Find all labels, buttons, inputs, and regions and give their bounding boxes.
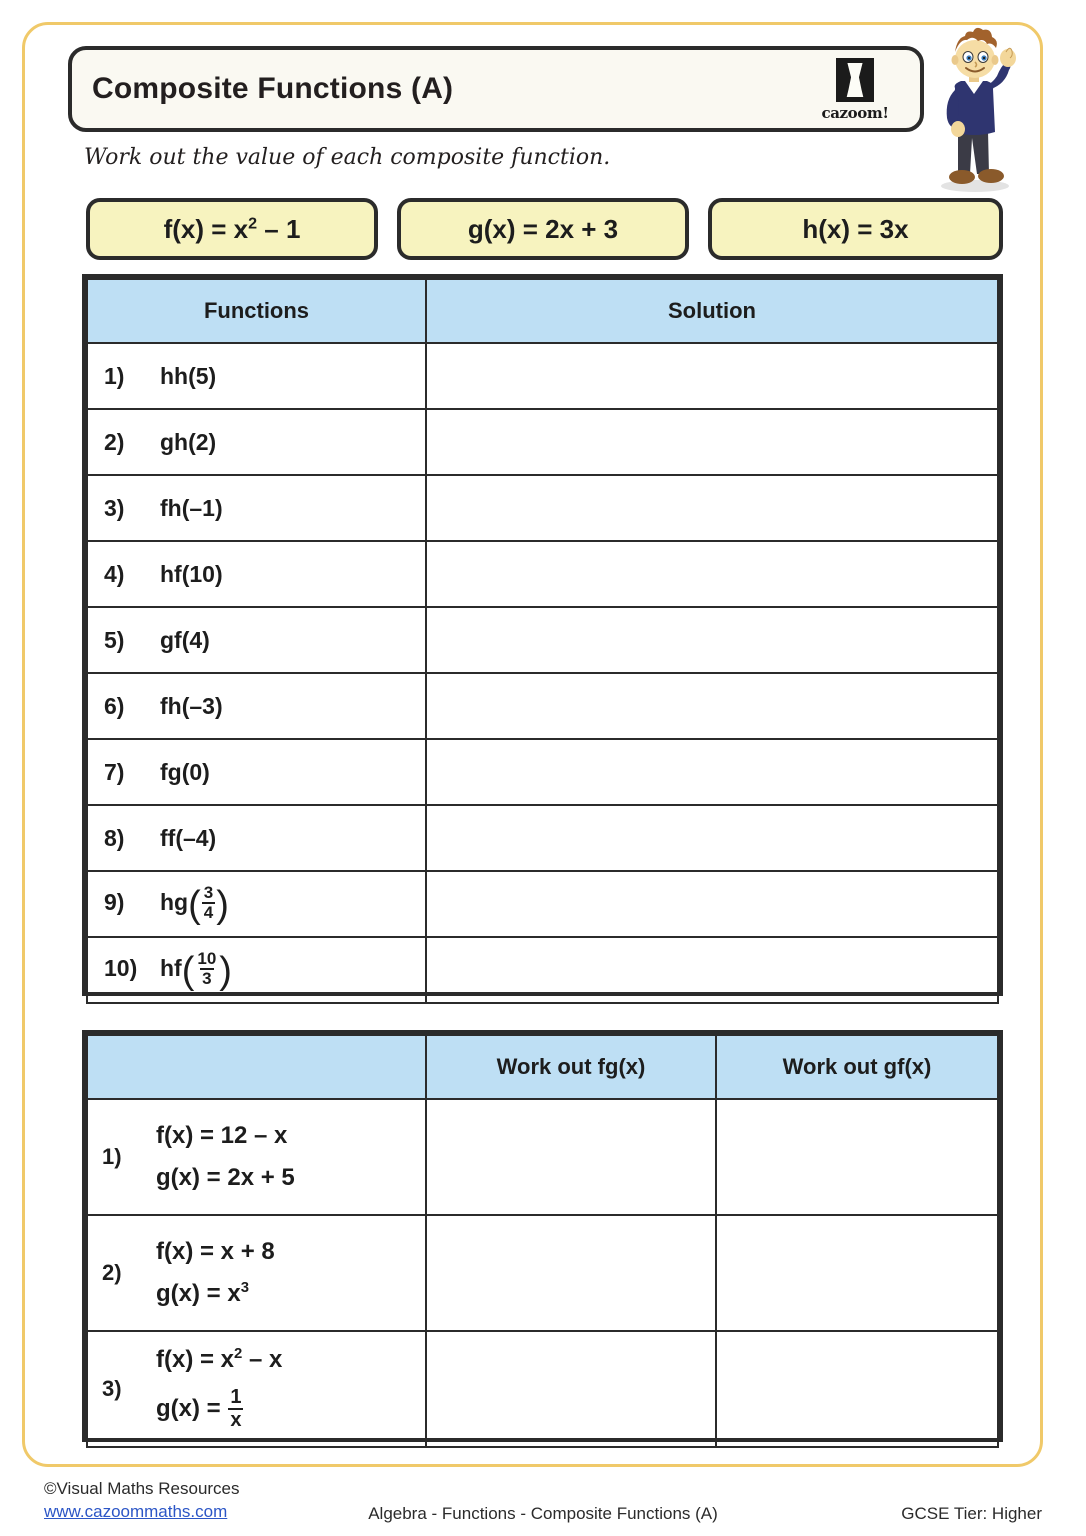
column-header-functions: Functions (87, 279, 426, 343)
question-cell-7 (87, 739, 426, 805)
question-number: 6) (104, 692, 125, 719)
question-cell-2 (87, 409, 426, 475)
function-pair-cell-1 (87, 1099, 426, 1215)
table-row (87, 343, 998, 409)
page-title: Composite Functions (A) (92, 72, 454, 105)
table-row (87, 1215, 998, 1331)
open-paren: ( (181, 950, 195, 992)
table-one-header-row (87, 279, 998, 343)
question-expression: fg(0) (160, 758, 210, 785)
close-paren: ) (219, 950, 232, 992)
answer-cell-6[interactable] (426, 673, 998, 739)
answer-cell-4[interactable] (426, 541, 998, 607)
table-row (87, 871, 998, 937)
pair-number: 3) (102, 1376, 122, 1401)
copyright-text: ©Visual Maths Resources (44, 1479, 240, 1498)
question-cell-10 (87, 937, 426, 1003)
question-cell-6 (87, 673, 426, 739)
table-row (87, 409, 998, 475)
website-link[interactable]: www.cazoommaths.com (44, 1501, 228, 1521)
column-header-solution: Solution (426, 279, 998, 343)
f-definition: f(x) = x + 8 (156, 1238, 275, 1265)
f-definition: $f(x) = x^2 - x$ (156, 1346, 283, 1374)
function-pair-cell-2 (87, 1215, 426, 1331)
g-definition (156, 1388, 282, 1432)
composite-values-table (82, 274, 1003, 996)
question-cell-5 (87, 607, 426, 673)
function-definitions-row (86, 198, 1003, 260)
question-cell-8 (87, 805, 426, 871)
question-cell-1 (87, 343, 426, 409)
page-footer (0, 1478, 1086, 1536)
function-pair-cell-3 (87, 1331, 426, 1447)
table-row (87, 805, 998, 871)
gf-answer-cell-2[interactable] (716, 1215, 998, 1331)
column-header-work-out-gf: Work out gf(x) (716, 1035, 998, 1099)
g-definition: $g(x) = x^3$ (156, 1280, 249, 1307)
close-paren: ) (216, 884, 229, 926)
question-number: 5) (104, 626, 125, 653)
question-number: 10) (104, 955, 138, 982)
answer-cell-2[interactable] (426, 409, 998, 475)
pair-number: 1) (102, 1144, 122, 1169)
table-row (87, 1099, 998, 1215)
instruction-text: Work out the value of each composite function. (84, 145, 611, 170)
fraction-ten-thirds: $\frac{10}{3}$ (197, 949, 217, 988)
question-expression-prefix: hf (160, 955, 182, 982)
table-row (87, 475, 998, 541)
question-expression: fh(–3) (160, 692, 223, 719)
question-expression: gf(4) (160, 626, 210, 653)
answer-cell-8[interactable] (426, 805, 998, 871)
pair-number: 2) (102, 1260, 122, 1285)
answer-cell-1[interactable] (426, 343, 998, 409)
cazoom-logo (812, 58, 898, 128)
cazoom-logo-icon (836, 58, 874, 102)
question-number: 8) (104, 824, 125, 851)
gf-answer-cell-1[interactable] (716, 1099, 998, 1215)
table-two-header-row (87, 1035, 998, 1099)
cazoom-logo-wordmark: cazoom! (821, 104, 889, 122)
question-expression: ff(–4) (160, 824, 217, 851)
question-number: 2) (104, 428, 125, 455)
composite-expressions-table (82, 1030, 1003, 1442)
fraction-one-over-x: $\frac{1}{x}$ (230, 1386, 242, 1431)
answer-cell-3[interactable] (426, 475, 998, 541)
question-expression-prefix: hg (160, 889, 189, 916)
table-row (87, 607, 998, 673)
table-row (87, 673, 998, 739)
column-header-blank (87, 1035, 426, 1099)
fraction-three-quarters: $\frac{3}{4}$ (203, 883, 214, 922)
answer-cell-7[interactable] (426, 739, 998, 805)
question-number: 9) (104, 889, 125, 916)
question-number: 4) (104, 560, 125, 587)
mascot-illustration (925, 26, 1021, 196)
question-number: 1) (104, 362, 125, 389)
answer-cell-10[interactable] (426, 937, 998, 1003)
question-number: 7) (104, 758, 125, 785)
function-definition-h: h(x) = 3x (708, 198, 1003, 260)
function-definition-g: g(x) = 2x + 3 (397, 198, 689, 260)
question-expression: gh(2) (160, 428, 217, 455)
table-row (87, 1331, 998, 1447)
question-cell-4 (87, 541, 426, 607)
answer-cell-5[interactable] (426, 607, 998, 673)
g-prefix: g(x) = (156, 1395, 228, 1423)
table-row (87, 937, 998, 1003)
footer-tier-text: GCSE Tier: Higher (901, 1504, 1042, 1523)
table-row (87, 541, 998, 607)
footer-topic-text: Algebra - Functions - Composite Functions (A) (368, 1504, 718, 1523)
answer-cell-9[interactable] (426, 871, 998, 937)
question-cell-9 (87, 871, 426, 937)
g-definition: g(x) = 2x + 5 (156, 1164, 295, 1191)
table-row (87, 739, 998, 805)
open-paren: ( (188, 884, 201, 926)
fg-answer-cell-3[interactable] (426, 1331, 716, 1447)
f-definition: f(x) = 12 – x (156, 1122, 288, 1149)
function-definition-f: $f(x) = x^2 - 1$ (86, 198, 378, 260)
fg-answer-cell-1[interactable] (426, 1099, 716, 1215)
fg-answer-cell-2[interactable] (426, 1215, 716, 1331)
question-expression: hh(5) (160, 362, 217, 389)
hourglass-icon (846, 63, 864, 97)
question-expression: hf(10) (160, 560, 223, 587)
title-box (68, 46, 924, 132)
question-expression: fh(–1) (160, 494, 223, 521)
gf-answer-cell-3[interactable] (716, 1331, 998, 1447)
question-number: 3) (104, 494, 125, 521)
column-header-work-out-fg: Work out fg(x) (426, 1035, 716, 1099)
question-cell-3 (87, 475, 426, 541)
